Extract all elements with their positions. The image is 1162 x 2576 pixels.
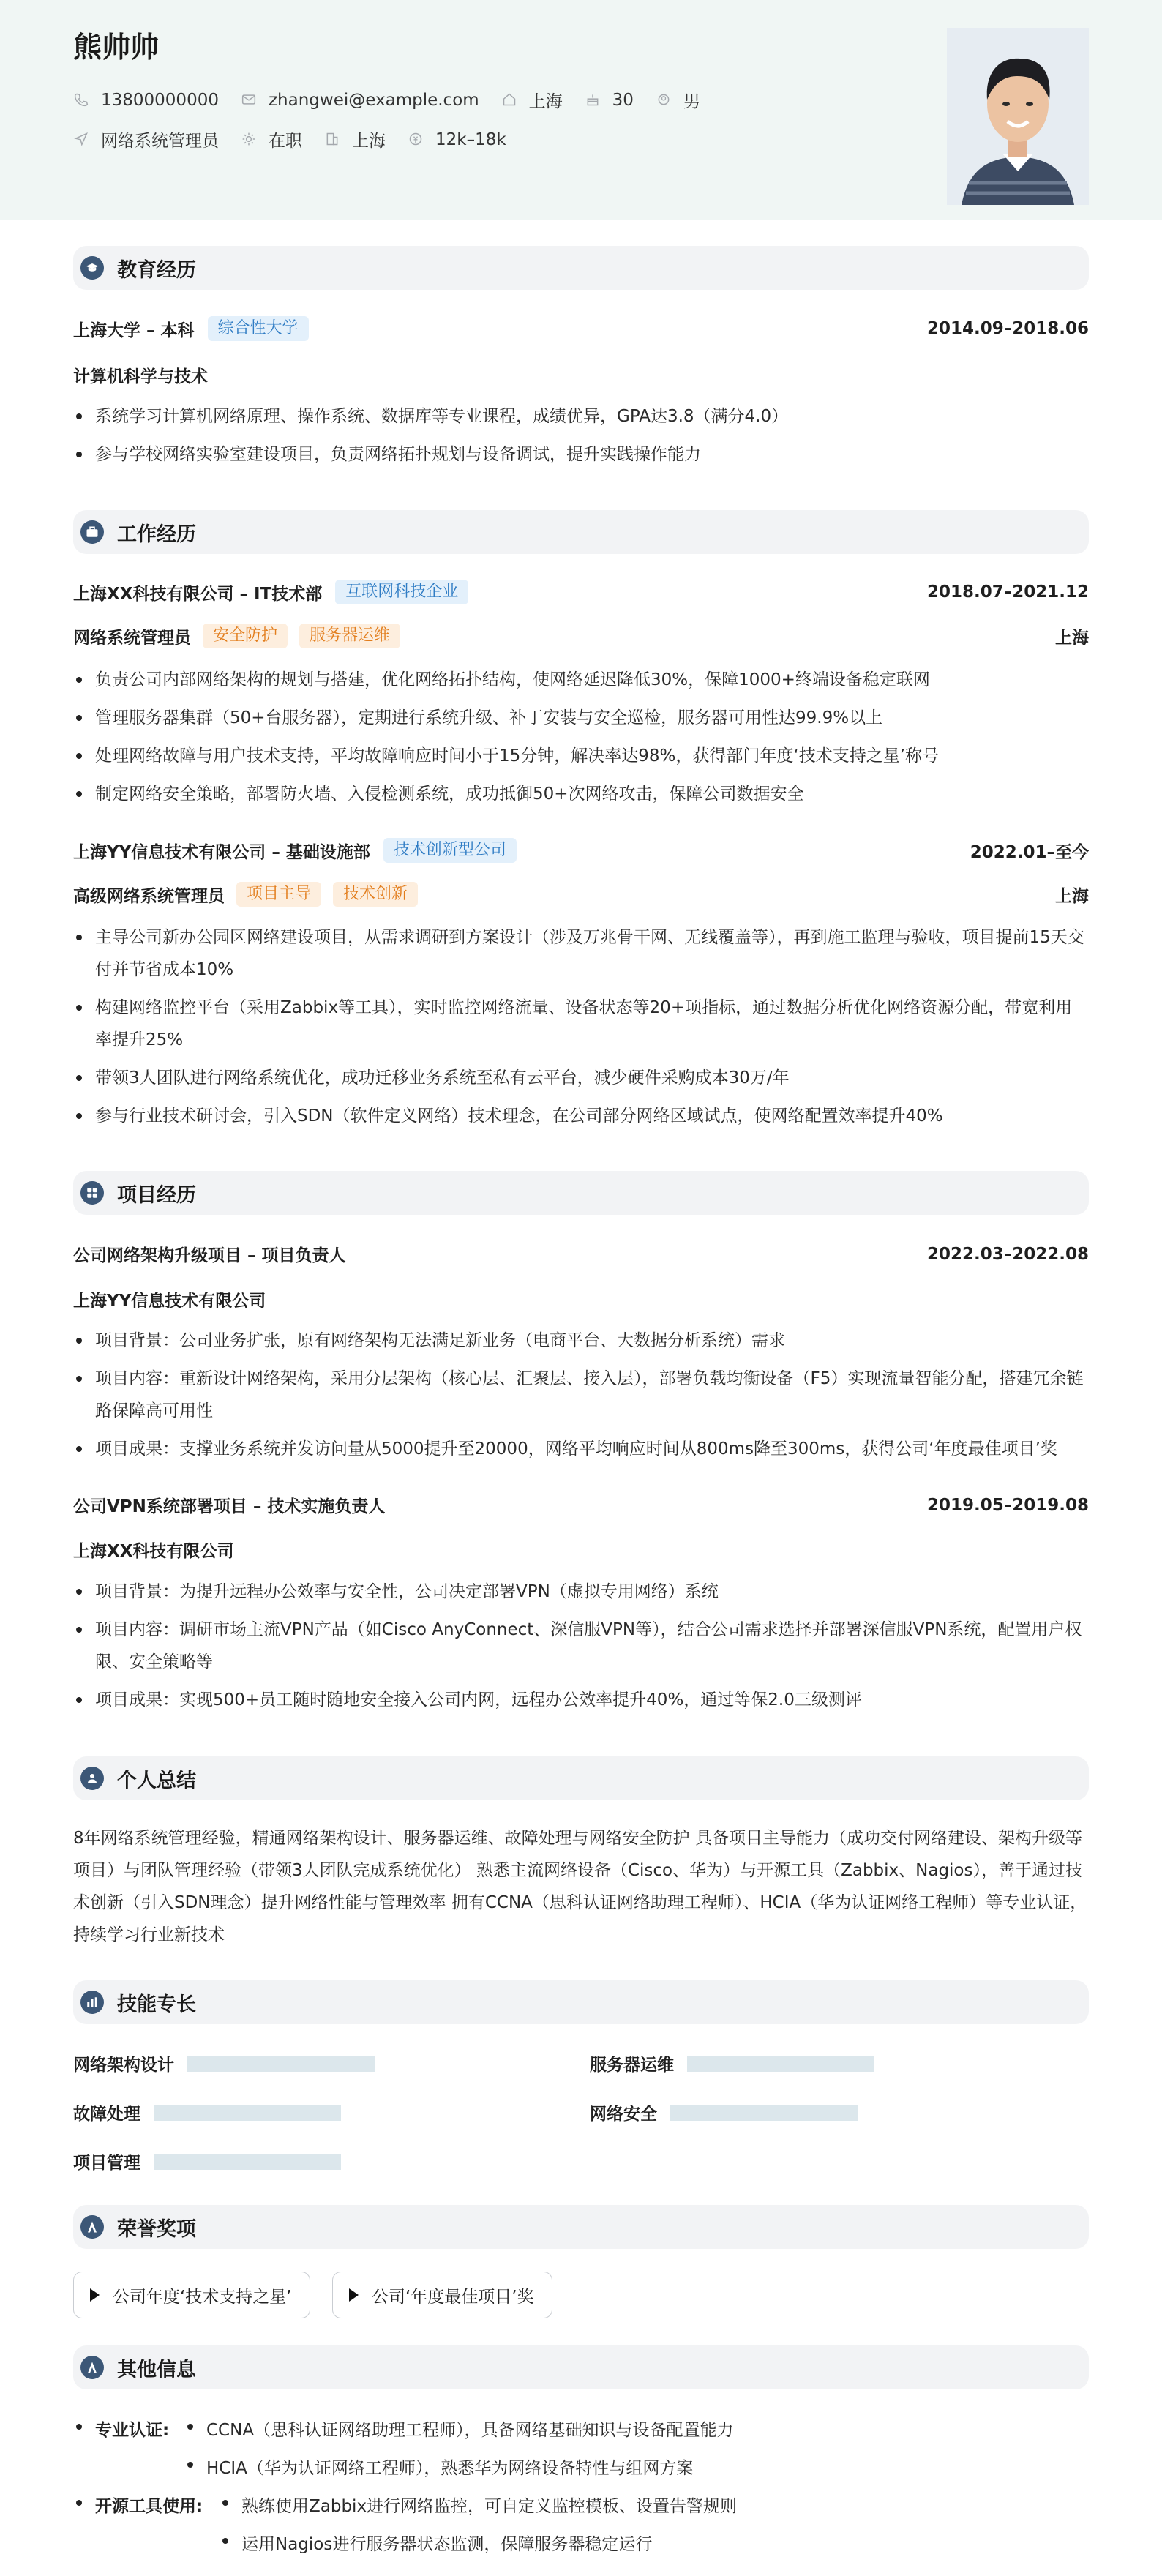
project-bullet: 项目内容：重新设计网络架构，采用分层架构（核心层、汇聚层、接入层），部署负载均衡设备（F5）实现流量智能分配，搭建冗余链路保障高可用性 [73, 1363, 1089, 1427]
job-role: 高级网络系统管理员 [73, 886, 225, 906]
job-role: 网络系统管理员 [73, 628, 191, 648]
other-group-item: HCIA（华为认证网络工程师），熟悉华为网络设备特性与组网方案 [184, 2455, 693, 2479]
skill-level-bar [687, 2056, 874, 2072]
job-bullet: 处理网络故障与用户技术支持，平均故障响应时间小于15分钟，解决率达98%，获得部门年度‘技术支持之星’称号 [73, 740, 1089, 772]
job-bullet: 管理服务器集群（50+台服务器），定期进行系统升级、补丁安装与安全巡检，服务器可用性达99.9%以上 [73, 702, 1089, 734]
project-bullet: 项目背景：公司业务扩张，原有网络架构无法满足新业务（电商平台、大数据分析系统）需求 [73, 1325, 1089, 1357]
project-company: 上海YY信息技术有限公司 [73, 1292, 266, 1311]
project-bullet: 项目成果：支撑业务系统并发访问量从5000提升至20000，网络平均响应时间从800ms降至300ms，获得公司‘年度最佳项目’奖 [73, 1433, 1089, 1465]
play-icon [349, 2288, 359, 2302]
skill-label: 项目管理 [73, 2154, 140, 2173]
play-icon [90, 2288, 100, 2302]
job-role-row [73, 882, 1089, 907]
role-tag: 服务器运维 [299, 624, 400, 648]
project-date: 2019.05–2019.08 [926, 1495, 1089, 1515]
project-name: 公司网络架构升级项目 – 项目负责人 [73, 1246, 346, 1265]
user-icon [80, 1767, 104, 1790]
award-label: 公司‘年度最佳项目’奖 [372, 2287, 534, 2307]
phone-item [73, 91, 219, 110]
projects-section-header [73, 1171, 1089, 1215]
company-type-badge: 互联网科技企业 [335, 580, 468, 604]
company-type-badge: 技术创新型公司 [383, 838, 517, 863]
email-item [241, 91, 479, 110]
job-company-row [73, 580, 1089, 604]
job-location: 上海 [1055, 628, 1089, 648]
skill-item [590, 2051, 874, 2075]
education-section-header [73, 246, 1089, 290]
education-date: 2014.09–2018.06 [926, 319, 1089, 338]
education-major: 计算机科学与技术 [73, 367, 208, 386]
award-chip [73, 2272, 310, 2318]
skill-label: 服务器运维 [590, 2056, 674, 2075]
award-chip [332, 2272, 552, 2318]
summary-section-header [73, 1756, 1089, 1800]
mail-icon [241, 92, 257, 108]
other-group-label: 开源工具使用: [73, 2493, 203, 2517]
project-bullet: 项目内容：调研市场主流VPN产品（如Cisco AnyConnect、深信服VPN等），结合公司需求选择并部署深信服VPN系统，配置用户权限、安全策略等 [73, 1614, 1089, 1678]
resume-header [0, 0, 1162, 220]
role-tag: 安全防护 [203, 624, 288, 648]
job-date: 2018.07–2021.12 [926, 583, 1089, 602]
role-tag: 技术创新 [333, 882, 418, 907]
gender-text: 男 [683, 92, 700, 111]
briefcase-icon [80, 520, 104, 544]
salary-text: 12k–18k [435, 130, 506, 149]
job-bullet: 构建网络监控平台（采用Zabbix等工具），实时监控网络流量、设备状态等20+项指标，通过数据分析优化网络资源分配，带宽利用率提升25% [73, 992, 1089, 1056]
other-group-item: 熟练使用Zabbix进行网络监控，可自定义监控模板、设置告警规则 [220, 2493, 737, 2517]
job-bullet: 带领3人团队进行网络系统优化，成功迁移业务系统至私有云平台，减少硬件采购成本30万/年 [73, 1062, 1089, 1094]
award-icon [80, 2356, 104, 2379]
project-company: 上海XX科技有限公司 [73, 1542, 234, 1561]
award-label: 公司年度‘技术支持之星’ [113, 2287, 292, 2307]
salary-item [408, 130, 506, 149]
gender-icon [656, 92, 672, 108]
phone-icon [73, 92, 89, 108]
education-bullet: 系统学习计算机网络原理、操作系统、数据库等专业课程，成绩优异，GPA达3.8（满分4.0） [73, 400, 1089, 433]
city-text: 上海 [528, 92, 563, 111]
job-intent-row [73, 127, 528, 151]
bar-chart-icon [80, 1991, 104, 2014]
projects-title: 项目经历 [117, 1183, 196, 1207]
graduation-cap-icon [80, 256, 104, 280]
contact-row [73, 88, 722, 112]
target-city-text: 上海 [352, 132, 386, 151]
job-bullet: 负责公司内部网络架构的规划与搭建，优化网络拓扑结构，使网络延迟降低30%，保障1000+终端设备稳定联网 [73, 664, 1089, 696]
status-text: 在职 [269, 132, 302, 151]
cake-icon [585, 92, 601, 108]
gender-item [656, 88, 700, 112]
awards-title: 荣誉奖项 [117, 2217, 196, 2241]
send-icon [73, 132, 89, 148]
home-icon [501, 92, 517, 108]
skill-level-bar [670, 2105, 858, 2121]
job-location: 上海 [1055, 886, 1089, 906]
skill-item [73, 2051, 375, 2075]
project-name: 公司VPN系统部署项目 – 技术实施负责人 [73, 1497, 386, 1516]
project-name-row [73, 1242, 1089, 1266]
skills-section-header [73, 1980, 1089, 2024]
profile-photo [947, 28, 1089, 205]
other-group-item: 运用Nagios进行服务器状态监测，保障服务器稳定运行 [220, 2531, 652, 2555]
education-school-row [73, 316, 1089, 341]
gear-icon [241, 132, 257, 148]
other-group-item: CCNA（思科认证网络助理工程师），具备网络基础知识与设备配置能力 [184, 2416, 734, 2441]
candidate-name: 熊帅帅 [73, 31, 160, 64]
project-bullet: 项目成果：实现500+员工随时随地安全接入公司内网，远程办公效率提升40%，通过等保2.0三级测评 [73, 1684, 1089, 1716]
role-tag: 项目主导 [236, 882, 321, 907]
job-bullet: 主导公司新办公园区网络建设项目，从需求调研到方案设计（涉及万兆骨干网、无线覆盖等），再到施工监理与验收，项目提前15天交付并节省成本10% [73, 921, 1089, 986]
email-text: zhangwei@example.com [268, 90, 479, 110]
coin-icon [408, 132, 424, 148]
target-city-item [324, 127, 386, 151]
award-icon [80, 2215, 104, 2239]
school-type-badge: 综合性大学 [208, 316, 309, 341]
other-section-header [73, 2345, 1089, 2389]
work-title: 工作经历 [117, 523, 196, 546]
status-item [241, 127, 302, 151]
job-title-text: 网络系统管理员 [101, 132, 219, 151]
awards-section-header [73, 2205, 1089, 2249]
skill-item [73, 2149, 341, 2174]
summary-title: 个人总结 [117, 1769, 196, 1792]
phone-text: 13800000000 [101, 90, 219, 110]
building-icon [324, 132, 340, 148]
school-line: 上海大学 – 本科 [73, 321, 195, 340]
skill-label: 故障处理 [73, 2105, 140, 2124]
grid-icon [80, 1181, 104, 1205]
job-role-row [73, 624, 1089, 648]
skill-label: 网络架构设计 [73, 2056, 174, 2075]
company-name: 上海YY信息技术有限公司 – 基础设施部 [73, 842, 370, 862]
skill-item [590, 2100, 858, 2124]
job-company-row [73, 838, 1089, 863]
project-bullet: 项目背景：为提升远程办公效率与安全性，公司决定部署VPN（虚拟专用网络）系统 [73, 1576, 1089, 1608]
other-title: 其他信息 [117, 2358, 196, 2381]
job-bullet: 制定网络安全策略，部署防火墙、入侵检测系统，成功抵御50+次网络攻击，保障公司数据安全 [73, 778, 1089, 810]
skill-label: 网络安全 [590, 2105, 657, 2124]
skill-level-bar [154, 2154, 341, 2170]
age-item [585, 91, 634, 110]
education-bullet: 参与学校网络实验室建设项目，负责网络拓扑规划与设备调试，提升实践操作能力 [73, 438, 1089, 471]
city-item [501, 88, 563, 112]
skill-item [73, 2100, 341, 2124]
summary-text: 8年网络系统管理经验，精通网络架构设计、服务器运维、故障处理与网络安全防护 具备项目主导能力（成功交付网络建设、架构升级等项目）与团队管理经验（带领3人团队完成系统优化） 熟悉主流网络设备（Cisco、华为）与开源工具（Zabbix、Nagios），善于通过技术创新（引入SDN理念）提升网络性能与管理效率 拥有CCNA（思科认证网络助理工程师）、HCIA（华为认证网络工程师）等专业认证，持续学习行业新技术 [73, 1829, 1087, 1944]
project-name-row [73, 1493, 1089, 1517]
other-group-label: 专业认证: [73, 2416, 169, 2441]
education-title: 教育经历 [117, 258, 196, 282]
skill-level-bar [187, 2056, 375, 2072]
job-title-item [73, 127, 219, 151]
skill-level-bar [154, 2105, 341, 2121]
job-date: 2022.01–至今 [970, 842, 1089, 862]
company-name: 上海XX科技有限公司 – IT技术部 [73, 584, 323, 604]
project-date: 2022.03–2022.08 [926, 1244, 1089, 1264]
work-section-header [73, 510, 1089, 554]
job-bullet: 参与行业技术研讨会，引入SDN（软件定义网络）技术理念，在公司部分网络区域试点，使网络配置效率提升40% [73, 1100, 1089, 1132]
age-text: 30 [612, 90, 634, 110]
skills-title: 技能专长 [117, 1993, 196, 2016]
